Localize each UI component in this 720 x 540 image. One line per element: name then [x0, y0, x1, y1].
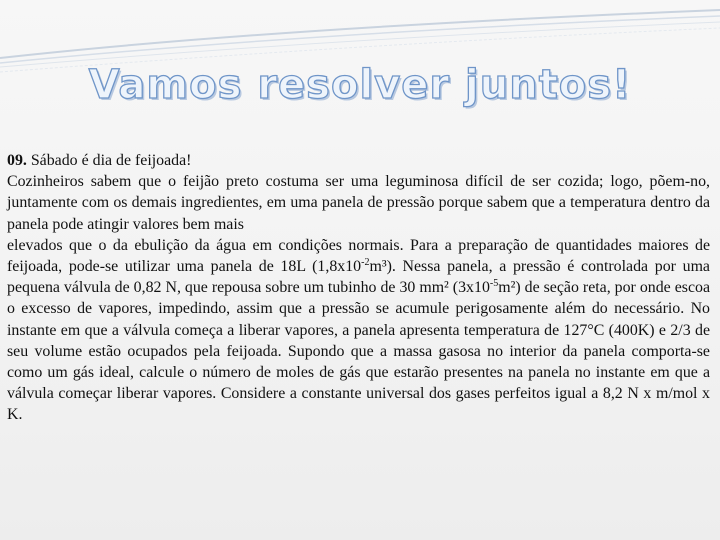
paragraph-2-part-a: elevados que o da ebulição da água em condições normais. Para a preparação de quantidades maiores de feijoada, pode-se utilizar uma panela de 18L (1,8x10 — [7, 236, 710, 276]
question-body — [7, 150, 710, 426]
exponent-2: -5 — [489, 278, 499, 290]
question-heading — [7, 150, 710, 171]
question-number: 09. — [7, 152, 27, 169]
paragraph-2-part-b: m³). Nessa panela, a pressão é controlada por uma pequena válvula de 0,82 N, que repousa sobre um tubinho de 30 mm² (3x10 — [7, 258, 710, 297]
slide-title: Vamos resolver juntos! — [88, 62, 632, 108]
question-title: Sábado é dia de feijoada! — [26, 152, 192, 169]
paragraph-2-part-c: m²) de seção reta, por onde escoa o excesso de vapores, impedindo, assim que a pressão se acumule perigosamente além do necessário. No instante em que a válvula começa a liberar vapores, a panela apresenta temperatura de 127°C (400K) e 2/3 de seu volume estão ocupados pela feijoada. Supondo que a massa gasosa no interior da panela comporta-se como um gás ideal, calcule o número de moles de gás que estarão presentes na panela no instante em que a válvula começar liberar vapores. Considere a constante universal dos gases perfeitos igual a 8,2 N x m/mol x K. — [7, 279, 711, 424]
exponent-1: -2 — [361, 257, 370, 269]
question-paragraph-1: Cozinheiros sabem que o feijão preto costuma ser uma leguminosa difícil de ser cozida; logo, põem-no, juntamente com os demais ingredientes, em uma panela de pressão porque sabem que a temperatura dentro da panela pode atingir valores bem mais — [7, 173, 710, 233]
question-paragraph-2 — [7, 235, 710, 426]
